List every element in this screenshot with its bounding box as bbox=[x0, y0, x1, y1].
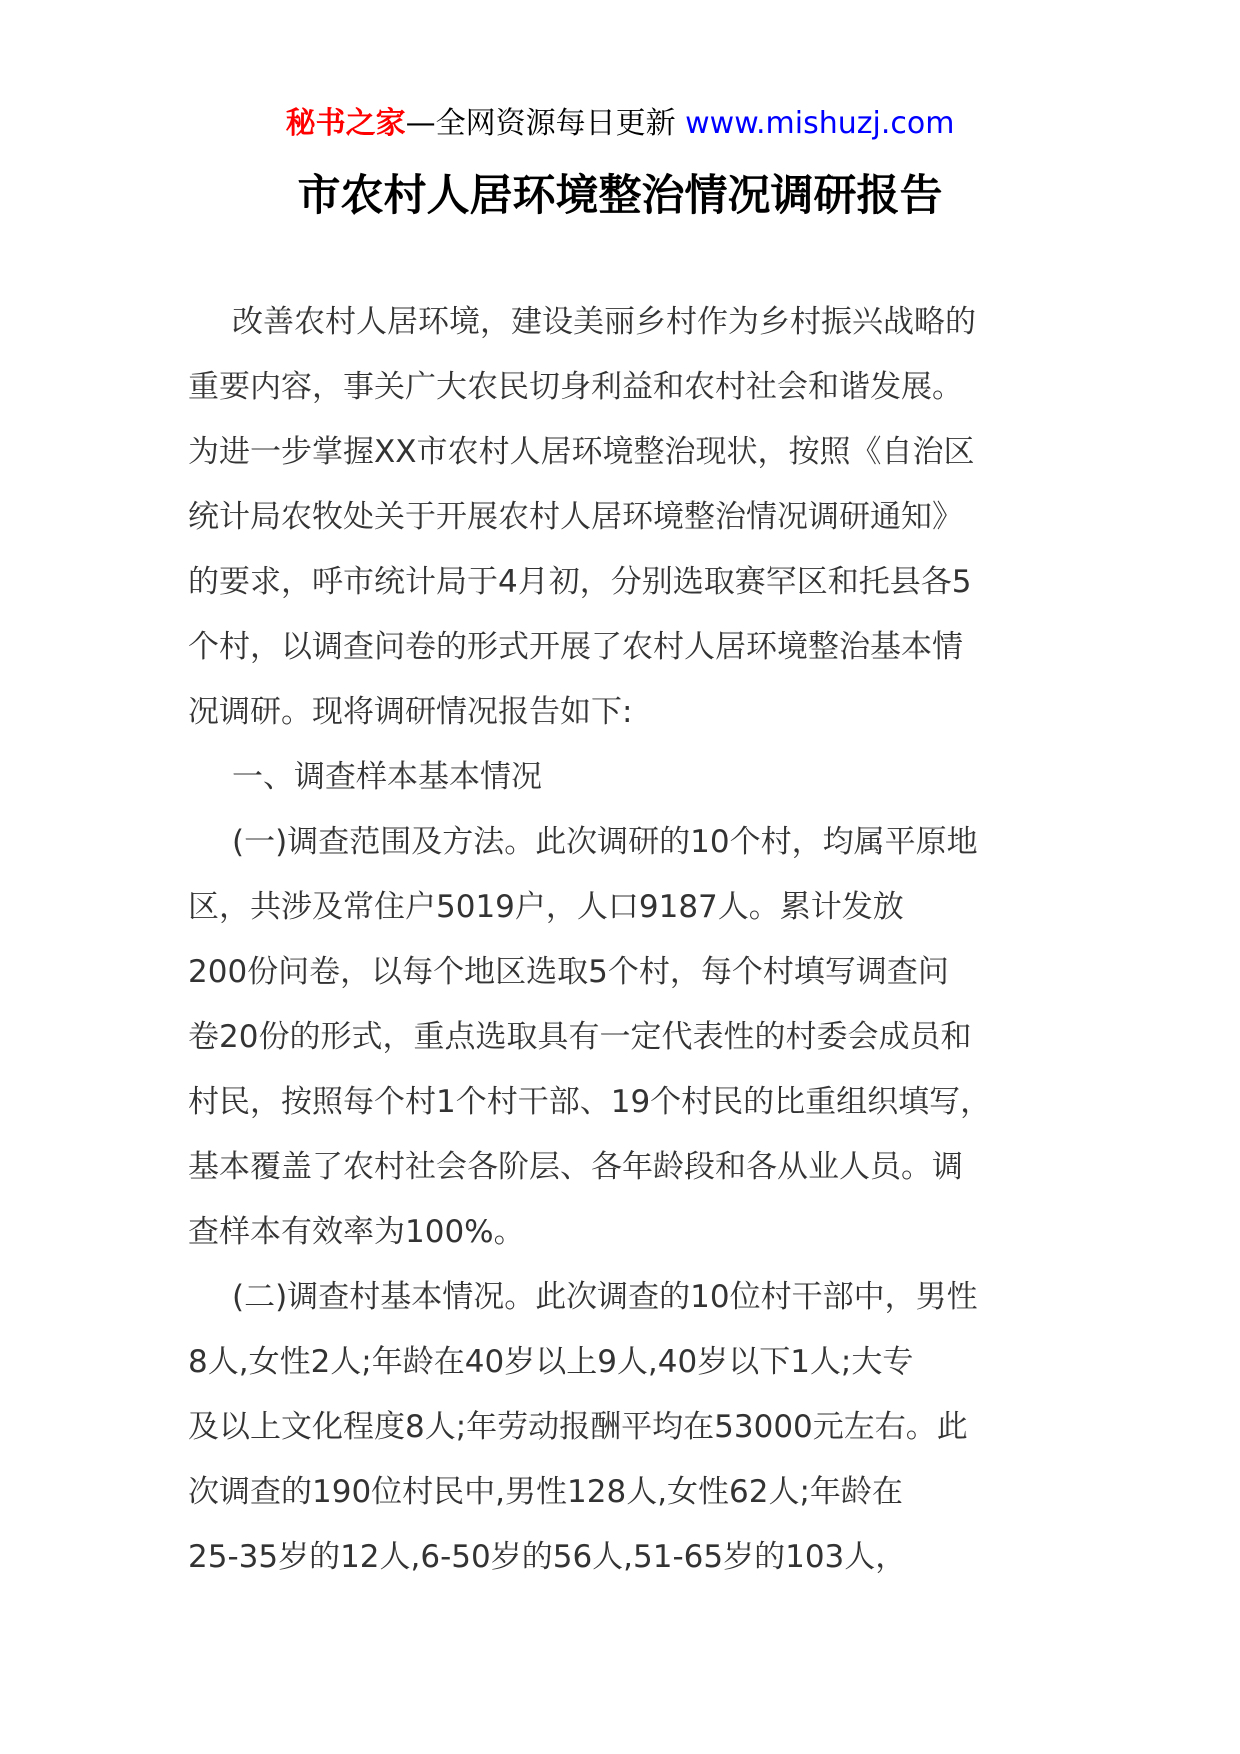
paragraph-line: 重要内容，事关广大农民切身利益和农村社会和谐发展。 bbox=[188, 369, 963, 405]
paragraph-line: 次调查的190位村民中,男性128人,女性62人;年龄在 bbox=[188, 1474, 903, 1510]
paragraph-line: 改善农村人居环境，建设美丽乡村作为乡村振兴战略的 bbox=[232, 304, 976, 340]
site-tagline: —全网资源每日更新 bbox=[405, 106, 676, 141]
paragraph-line: 村民，按照每个村1个村干部、19个村民的比重组织填写， bbox=[188, 1084, 992, 1120]
paragraph-line: 基本覆盖了农村社会各阶层、各年龄段和各从业人员。调 bbox=[188, 1149, 963, 1185]
document-body bbox=[188, 290, 1088, 1590]
paragraph-line: 及以上文化程度8人;年劳动报酬平均在53000元左右。此 bbox=[188, 1409, 968, 1445]
site-url-link[interactable]: www.mishuzj.com bbox=[685, 106, 955, 141]
site-brand: 秘书之家 bbox=[285, 106, 406, 141]
paragraph-line: 个村，以调查问卷的形式开展了农村人居环境整治基本情 bbox=[188, 629, 963, 665]
paragraph-line: 为进一步掌握XX市农村人居环境整治现状，按照《自治区 bbox=[188, 434, 975, 470]
paragraph-line: 卷20份的形式，重点选取具有一定代表性的村委会成员和 bbox=[188, 1019, 972, 1055]
paragraph-line: 8人,女性2人;年龄在40岁以上9人,40岁以下1人;大专 bbox=[188, 1344, 914, 1380]
paragraph-line: (一)调查范围及方法。此次调研的10个村，均属平原地 bbox=[232, 824, 978, 860]
paragraph-line: 况调研。现将调研情况报告如下: bbox=[188, 694, 633, 730]
site-header bbox=[0, 104, 1240, 144]
paragraph-line: 统计局农牧处关于开展农村人居环境整治情况调研通知》 bbox=[188, 499, 963, 535]
document-title: 市农村人居环境整治情况调研报告 bbox=[297, 171, 943, 221]
paragraph-line: 查样本有效率为100%。 bbox=[188, 1214, 525, 1250]
paragraph-line: 25-35岁的12人,6-50岁的56人,51-65岁的103人， bbox=[188, 1539, 907, 1575]
paragraph-line: 区，共涉及常住户5019户，人口9187人。累计发放 bbox=[188, 889, 904, 925]
section-heading: 一、调查样本基本情况 bbox=[232, 759, 542, 795]
paragraph-line: 200份问卷，以每个地区选取5个村，每个村填写调查问 bbox=[188, 954, 949, 990]
paragraph-line: 的要求，呼市统计局于4月初，分别选取赛罕区和托县各5 bbox=[188, 564, 972, 600]
paragraph-line: (二)调查村基本情况。此次调查的10位村干部中，男性 bbox=[232, 1279, 978, 1315]
